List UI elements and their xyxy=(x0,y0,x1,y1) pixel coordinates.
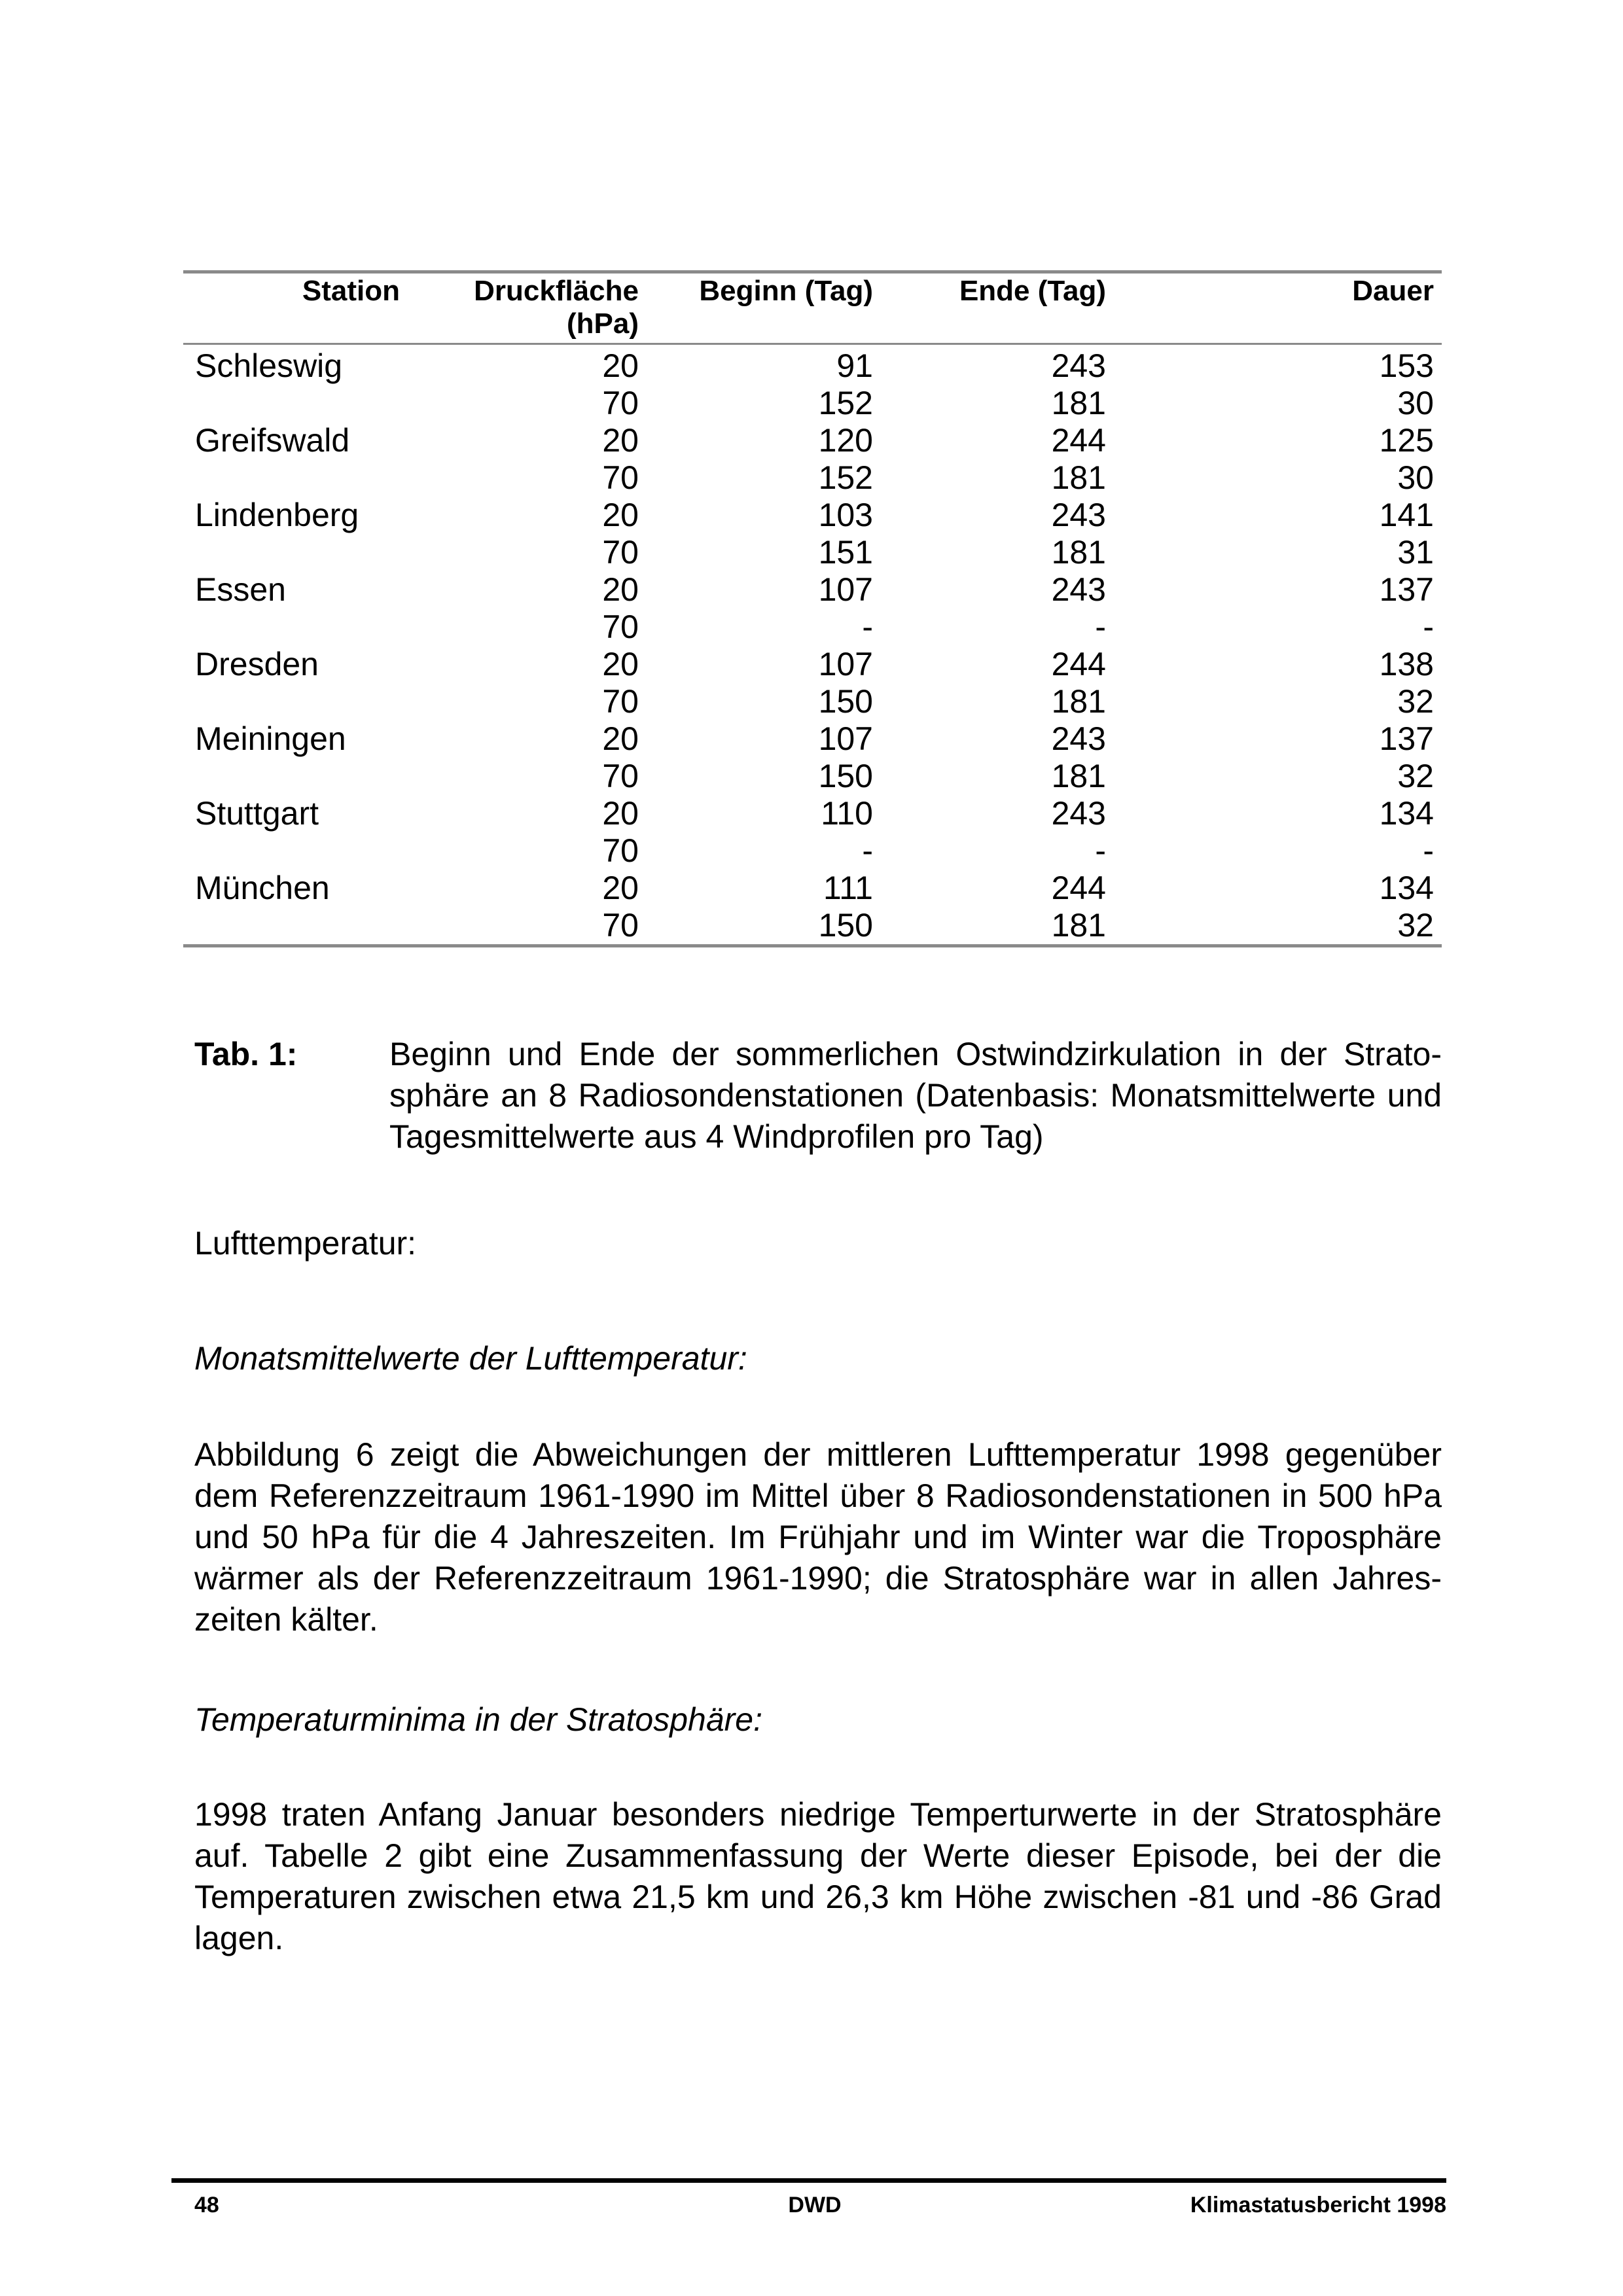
cell-begin: 103 xyxy=(818,497,873,533)
cell-pressure: 20 xyxy=(602,497,639,533)
header-pressure-label: Druckfläche xyxy=(474,275,639,307)
cell-station: Meiningen xyxy=(195,720,346,757)
cell-duration: 125 xyxy=(1379,422,1434,459)
table-row xyxy=(183,795,1442,832)
cell-pressure: 20 xyxy=(602,646,639,682)
cell-pressure: 20 xyxy=(602,422,639,459)
cell-begin: 151 xyxy=(818,534,873,571)
cell-duration: 30 xyxy=(1397,459,1434,496)
cell-station xyxy=(183,459,435,497)
cell-duration: 32 xyxy=(1397,907,1434,944)
table-row xyxy=(183,870,1442,907)
caption-text: Beginn und Ende der sommerlichen Ostwindzirkulation in der Stratosphäre an 8 Radiosondenstationen (Datenbasis: Monatsmittelwerte und Tagesmittelwerte aus 4 Windprofilen pro Tag) xyxy=(389,1036,1442,1155)
header-station: Station xyxy=(302,275,400,307)
cell-station xyxy=(183,832,435,870)
subsection2-text: 1998 traten Anfang Januar besonders niedrige Temperturwerte in der Stratosphäre auf. Tabelle 2 gibt eine Zusammenfassung der Werte dieser Episode, bei der die Temperaturen zwischen etwa 21,5 km und 26,3 km Höhe zwischen -81 und -86 Grad lagen. xyxy=(194,1796,1442,1956)
cell-duration: 137 xyxy=(1379,571,1434,608)
cell-pressure: 20 xyxy=(602,795,639,832)
footer-divider xyxy=(171,2178,1446,2183)
cell-end: 243 xyxy=(1051,571,1106,608)
cell-station: Dresden xyxy=(195,646,319,682)
cell-station xyxy=(183,758,435,795)
cell-duration: 30 xyxy=(1397,385,1434,421)
cell-duration: 138 xyxy=(1379,646,1434,682)
cell-begin: 111 xyxy=(823,870,873,906)
cell-station: Schleswig xyxy=(195,347,343,384)
cell-begin: 152 xyxy=(818,459,873,496)
cell-station xyxy=(183,683,435,720)
cell-end: 243 xyxy=(1051,795,1106,832)
cell-station: Greifswald xyxy=(195,422,350,459)
table-row xyxy=(183,344,1442,385)
cell-begin: - xyxy=(862,609,873,645)
footer-page-number: 48 xyxy=(194,2193,219,2217)
cell-duration: 134 xyxy=(1379,795,1434,832)
cell-pressure: 70 xyxy=(602,459,639,496)
table-row xyxy=(183,720,1442,758)
cell-end: 181 xyxy=(1051,459,1106,496)
cell-begin: - xyxy=(862,832,873,869)
header-pressure xyxy=(435,272,647,344)
table-row xyxy=(183,609,1442,646)
cell-end: 243 xyxy=(1051,720,1106,757)
cell-duration: 31 xyxy=(1397,534,1434,571)
table-header-row xyxy=(183,272,1442,344)
cell-begin: 150 xyxy=(818,907,873,944)
cell-end: 181 xyxy=(1051,683,1106,720)
cell-pressure: 70 xyxy=(602,907,639,944)
cell-duration: 153 xyxy=(1379,347,1434,384)
header-pressure-unit: (hPa) xyxy=(567,308,639,340)
cell-end: 244 xyxy=(1051,422,1106,459)
caption-label: Tab. 1: xyxy=(194,1036,298,1072)
table-row xyxy=(183,646,1442,683)
cell-begin: 150 xyxy=(818,683,873,720)
table-row xyxy=(183,571,1442,609)
cell-begin: 107 xyxy=(818,720,873,757)
cell-station: München xyxy=(195,870,330,906)
footer-center-label: DWD xyxy=(788,2193,842,2217)
cell-pressure: 70 xyxy=(602,683,639,720)
cell-duration: - xyxy=(1423,609,1434,645)
cell-pressure: 20 xyxy=(602,571,639,608)
cell-begin: 107 xyxy=(818,571,873,608)
section-title: Lufttemperatur: xyxy=(194,1225,417,1262)
subsection1-heading: Monatsmittelwerte der Lufttemperatur: xyxy=(194,1340,747,1377)
table-row xyxy=(183,497,1442,534)
table-row xyxy=(183,683,1442,720)
cell-end: - xyxy=(1095,832,1106,869)
table-row xyxy=(183,422,1442,459)
cell-end: 243 xyxy=(1051,347,1106,384)
cell-duration: 141 xyxy=(1379,497,1434,533)
cell-end: - xyxy=(1095,609,1106,645)
cell-pressure: 70 xyxy=(602,832,639,869)
subsection1-text: Abbildung 6 zeigt die Abweichungen der mittleren Lufttemperatur 1998 gegenüber dem Referenzzeitraum 1961-1990 im Mittel über 8 Radiosondenstationen in 500 hPa und 50 hPa für die 4 Jahreszeiten. Im Frühjahr und im Winter war die Troposphäre wärmer als der Referenzzeitraum 1961-1990; die Stratosphäre war in allen Jahreszeiten kälter. xyxy=(194,1436,1442,1638)
cell-station xyxy=(183,609,435,646)
cell-station xyxy=(183,534,435,571)
cell-end: 181 xyxy=(1051,907,1106,944)
cell-begin: 91 xyxy=(836,347,873,384)
cell-pressure: 70 xyxy=(602,609,639,645)
cell-begin: 150 xyxy=(818,758,873,794)
cell-duration: 32 xyxy=(1397,683,1434,720)
cell-pressure: 20 xyxy=(602,870,639,906)
header-end: Ende (Tag) xyxy=(959,275,1106,307)
cell-pressure: 20 xyxy=(602,720,639,757)
cell-station: Essen xyxy=(195,571,286,608)
cell-end: 181 xyxy=(1051,758,1106,794)
cell-begin: 110 xyxy=(821,795,873,832)
table-row xyxy=(183,385,1442,422)
cell-station xyxy=(183,907,435,946)
cell-duration: 134 xyxy=(1379,870,1434,906)
header-duration: Dauer xyxy=(1352,275,1434,307)
subsection2-heading: Temperaturminima in der Stratosphäre: xyxy=(194,1701,762,1738)
cell-end: 244 xyxy=(1051,870,1106,906)
cell-duration: 137 xyxy=(1379,720,1434,757)
table-row xyxy=(183,907,1442,946)
table-body xyxy=(183,344,1442,946)
cell-begin: 120 xyxy=(818,422,873,459)
cell-pressure: 70 xyxy=(602,534,639,571)
table-row xyxy=(183,459,1442,497)
footer-report-title: Klimastatusbericht 1998 xyxy=(1190,2193,1446,2217)
cell-duration: - xyxy=(1423,832,1434,869)
table-row xyxy=(183,758,1442,795)
cell-station xyxy=(183,385,435,422)
cell-pressure: 70 xyxy=(602,758,639,794)
table-row xyxy=(183,832,1442,870)
cell-end: 244 xyxy=(1051,646,1106,682)
cell-duration: 32 xyxy=(1397,758,1434,794)
cell-begin: 107 xyxy=(818,646,873,682)
cell-pressure: 20 xyxy=(602,347,639,384)
cell-end: 181 xyxy=(1051,534,1106,571)
cell-station: Stuttgart xyxy=(195,795,319,832)
cell-station: Lindenberg xyxy=(195,497,359,533)
cell-begin: 152 xyxy=(818,385,873,421)
cell-end: 243 xyxy=(1051,497,1106,533)
cell-pressure: 70 xyxy=(602,385,639,421)
header-begin: Beginn (Tag) xyxy=(699,275,873,307)
cell-end: 181 xyxy=(1051,385,1106,421)
table-row xyxy=(183,534,1442,571)
ostwind-table xyxy=(183,270,1442,947)
